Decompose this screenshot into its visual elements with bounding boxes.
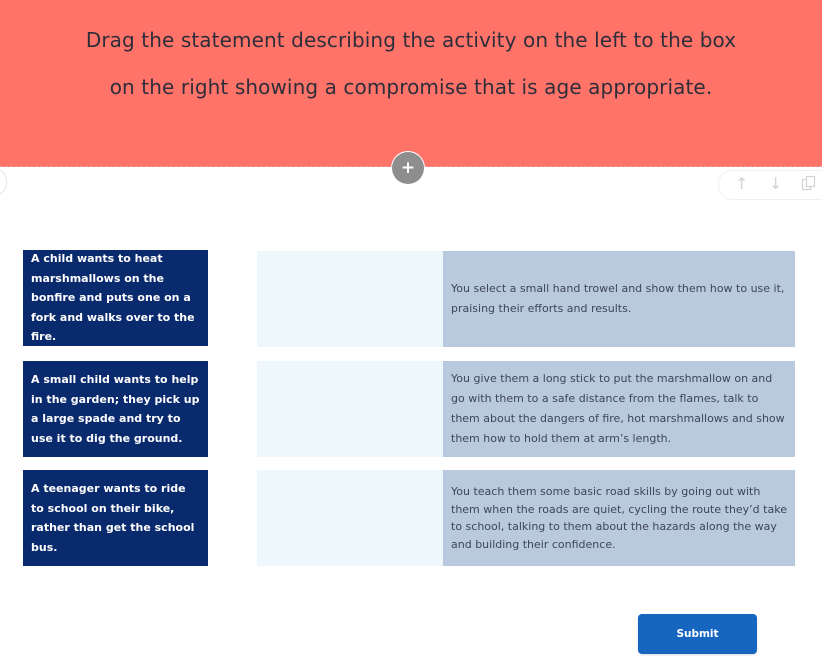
compromise-text: You select a small hand trowel and show them how to use it, praising their efforts and results. <box>451 282 785 315</box>
move-down-icon[interactable]: ↓ <box>769 174 783 193</box>
copy-icon[interactable] <box>801 175 817 191</box>
submit-button[interactable]: Submit <box>638 614 757 654</box>
drop-zone[interactable] <box>257 251 443 347</box>
instruction-line-2: on the right showing a compromise that is age appropriate. <box>109 75 713 99</box>
move-up-icon[interactable]: ↑ <box>735 174 749 193</box>
draggable-statement[interactable] <box>23 361 208 457</box>
draggable-statement[interactable] <box>23 250 208 346</box>
add-block-button[interactable]: + <box>392 152 424 184</box>
draggable-statement[interactable] <box>23 470 208 566</box>
block-toolbar <box>718 170 822 200</box>
compromise-box <box>443 361 795 457</box>
drop-zone[interactable] <box>257 470 443 566</box>
compromise-text: You teach them some basic road skills by going out with them when the roads are quiet, cycling the route they’d take to school, talking to them about the hazards along the way and building their confidence. <box>451 485 787 551</box>
statement-text: A small child wants to help in the garden; they pick up a large spade and try to use it to dig the ground. <box>31 373 200 445</box>
instruction-banner <box>0 0 822 167</box>
side-handle[interactable] <box>0 168 7 196</box>
compromise-text: You give them a long stick to put the marshmallow on and go with them to a safe distance from the flames, talk to them about the dangers of fire, hot marshmallows and show them how to hold them at arm’s length. <box>451 372 785 445</box>
instruction-text <box>20 17 802 111</box>
compromise-box <box>443 470 795 566</box>
statement-text: A teenager wants to ride to school on their bike, rather than get the school bus. <box>31 482 195 554</box>
statement-text: A child wants to heat marshmallows on the bonfire and puts one on a fork and walks over to the fire. <box>31 252 195 344</box>
drop-zone[interactable] <box>257 361 443 457</box>
compromise-box <box>443 251 795 347</box>
instruction-line-1: Drag the statement describing the activity on the left to the box <box>85 28 737 52</box>
